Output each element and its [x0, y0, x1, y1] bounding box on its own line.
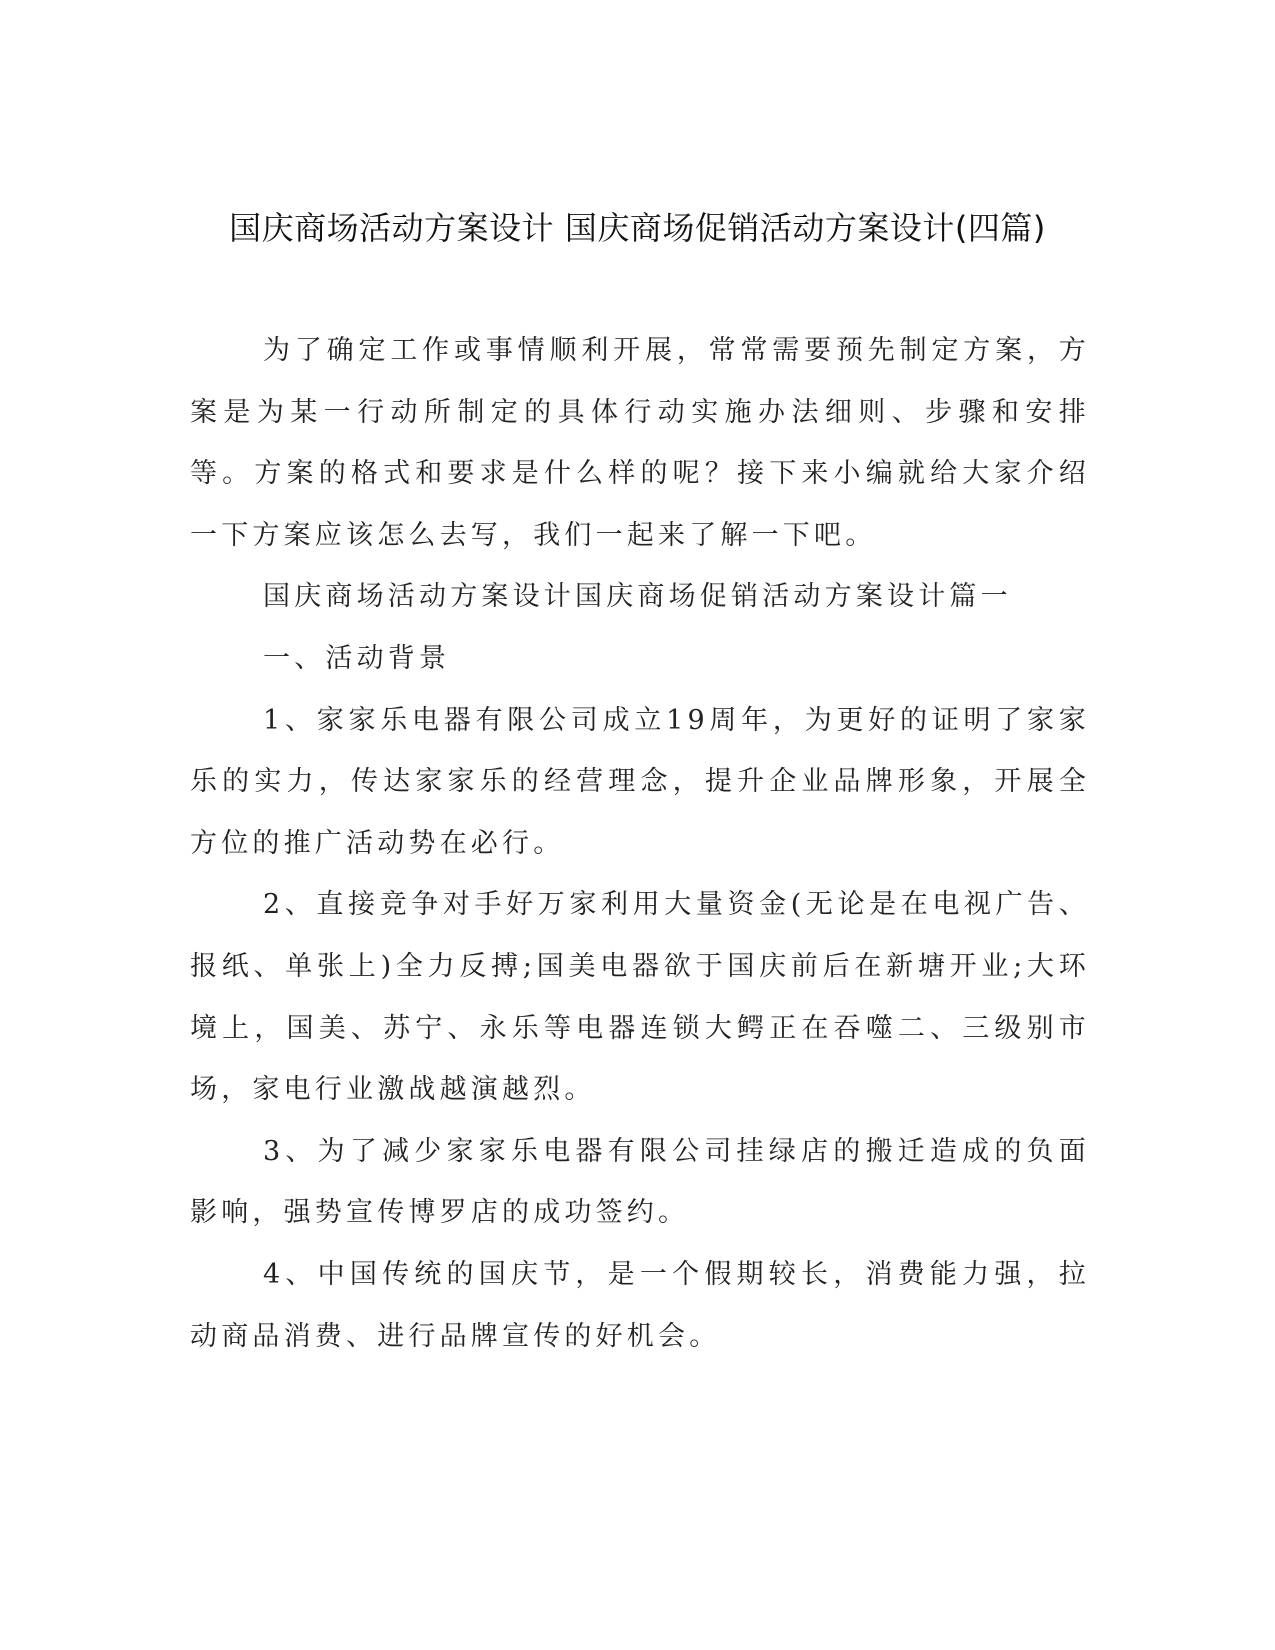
- section-heading: 国庆商场活动方案设计国庆商场促销活动方案设计篇一: [263, 581, 1012, 613]
- document-title: 国庆商场活动方案设计 国庆商场促销活动方案设计(四篇): [229, 209, 1046, 247]
- list-item-2: 2、直接竞争对手好万家利用大量资金(无论是在电视广告、报纸、单张上)全力反搏;国美电器欲于国庆前后在新塘开业;大环境上，国美、苏宁、永乐等电器连锁大鳄正在吞噬二、三级别市场，家电行业激战越演越烈。: [190, 889, 1090, 1106]
- document-body: [190, 320, 1090, 1367]
- intro-paragraph: 为了确定工作或事情顺利开展，常常需要预先制定方案，方案是为某一行动所制定的具体行动实施办法细则、步骤和安排等。方案的格式和要求是什么样的呢？接下来小编就给大家介绍一下方案应该怎么去写，我们一起来了解一下吧。: [190, 335, 1090, 551]
- list-item-1: 1、家家乐电器有限公司成立19周年，为更好的证明了家家乐的实力，传达家家乐的经营理念，提升企业品牌形象，开展全方位的推广活动势在必行。: [190, 704, 1090, 859]
- list-item-4: 4、中国传统的国庆节，是一个假期较长，消费能力强，拉动商品消费、进行品牌宣传的好机会。: [190, 1258, 1090, 1352]
- subsection-heading: 一、活动背景: [263, 642, 451, 674]
- list-item-3: 3、为了减少家家乐电器有限公司挂绿店的搬迁造成的负面影响，强势宣传博罗店的成功签约。: [190, 1135, 1090, 1229]
